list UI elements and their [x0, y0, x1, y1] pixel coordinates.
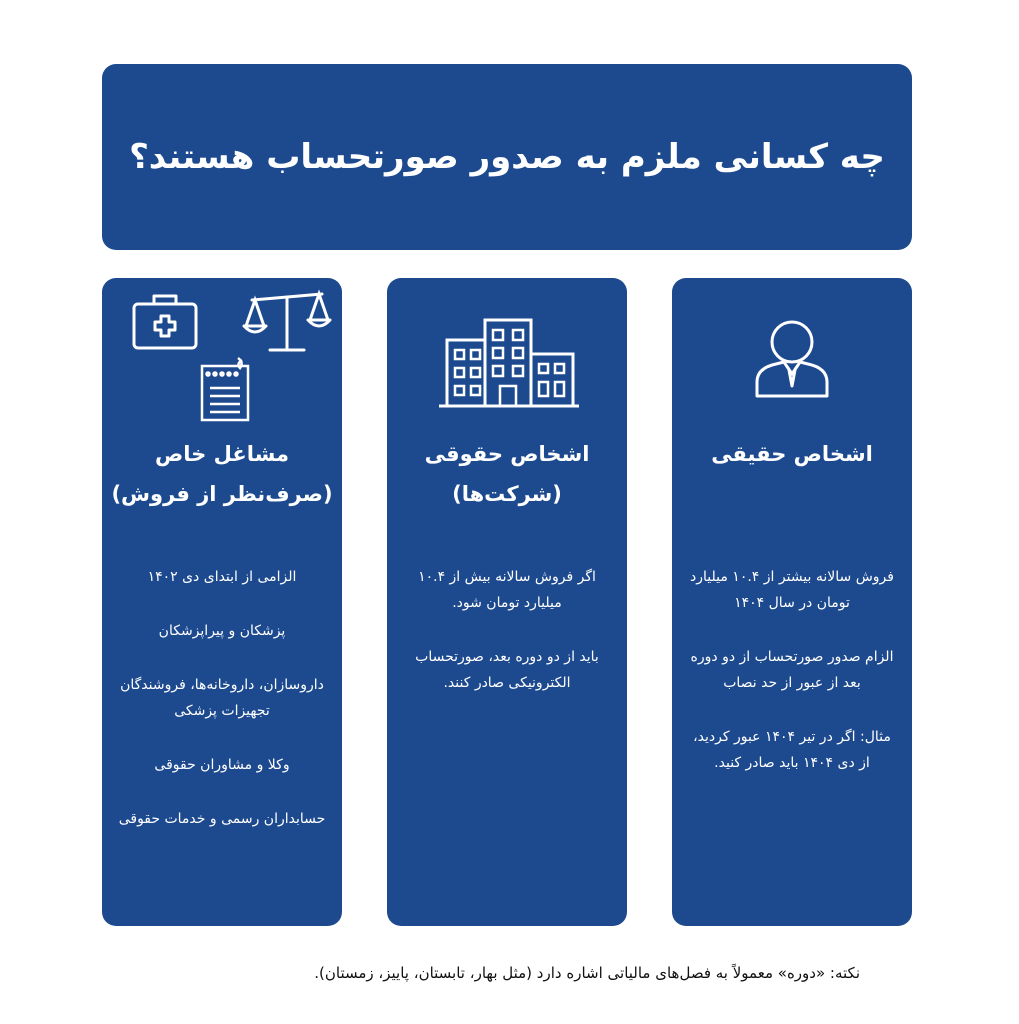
card-items [116, 564, 328, 860]
card-subtitle: (شرکت‌ها) [452, 482, 562, 506]
list-item: فروش سالانه بیشتر از ۱۰.۴ میلیارد تومان در سال ۱۴۰۴ [690, 569, 894, 611]
card-legal-persons [387, 278, 627, 926]
list-item: الزام صدور صورتحساب از دو دوره بعد از عبور از حد نصاب [690, 649, 894, 691]
header-banner [102, 64, 912, 250]
card-title: اشخاص حقیقی [711, 442, 873, 466]
medical-kit-icon [102, 278, 342, 428]
card-icon-area [672, 278, 912, 428]
person-icon [672, 278, 912, 428]
list-item: وکلا و مشاوران حقوقی [154, 757, 290, 773]
list-item: حسابداران رسمی و خدمات حقوقی [118, 811, 326, 827]
list-item: اگر فروش سالانه بیش از ۱۰.۴ میلیارد تومان شود. [418, 569, 596, 611]
card-items [401, 564, 613, 724]
card-icon-area [387, 278, 627, 428]
card-subtitle: (صرف‌نظر از فروش) [111, 482, 333, 506]
page-title: چه کسانی ملزم به صدور صورتحساب هستند؟ [129, 137, 885, 177]
card-icon-area [102, 278, 342, 428]
building-icon [387, 278, 627, 428]
document-icon [202, 358, 248, 420]
list-item: باید از دو دوره بعد، صورتحساب الکترونیکی صادر کنند. [415, 649, 599, 691]
list-item: الزامی از ابتدای دی ۱۴۰۲ [147, 569, 297, 585]
card-title: مشاغل خاص [155, 442, 289, 466]
list-item: داروسازان، داروخانه‌ها، فروشندگان تجهیزات پزشکی [120, 677, 324, 719]
card-title: اشخاص حقوقی [424, 442, 590, 466]
card-special-professions [102, 278, 342, 926]
card-natural-persons [672, 278, 912, 926]
card-items [686, 564, 898, 804]
list-item: پزشکان و پیراپزشکان [158, 623, 286, 639]
list-item: مثال: اگر در تیر ۱۴۰۴ عبور کردید، از دی ۱۴۰۴ باید صادر کنید. [693, 729, 891, 771]
scales-icon [244, 294, 330, 350]
footer-note: نکته: «دوره» معمولاً به فصل‌های مالیاتی اشاره دارد (مثل بهار، تابستان، پاییز، زمستان). [314, 964, 860, 982]
